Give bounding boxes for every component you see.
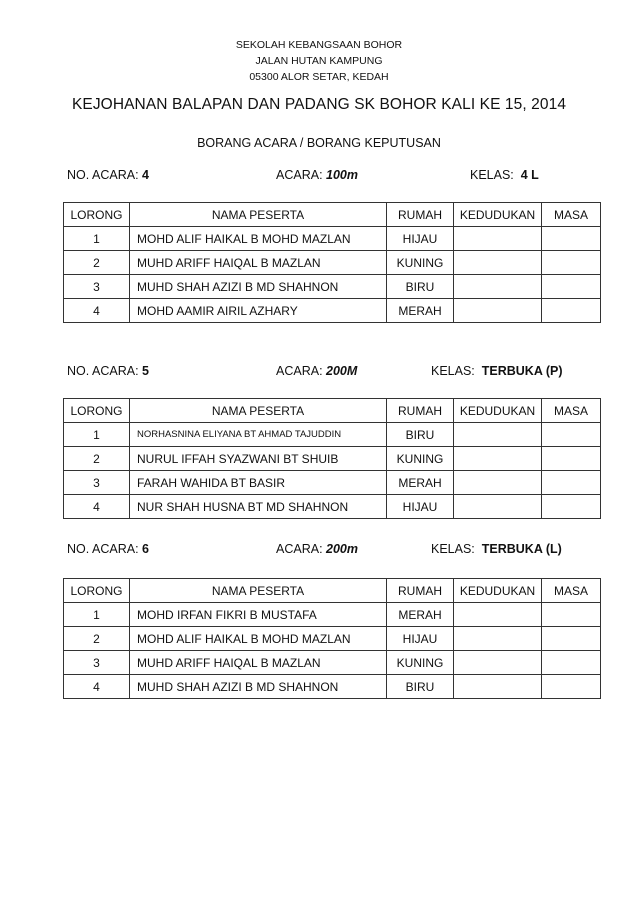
form-title: BORANG ACARA / BORANG KEPUTUSAN: [197, 136, 441, 150]
event-no-label: NO. ACARA:: [67, 542, 139, 556]
page-title: KEJOHANAN BALAPAN DAN PADANG SK BOHOR KALI KE 15, 2014: [71, 96, 567, 113]
participant-cell: NORHASNINA ELIYANA BT AHMAD TAJUDDIN: [130, 423, 387, 447]
event-no-value: 6: [142, 542, 149, 556]
house-cell: BIRU: [387, 275, 454, 299]
table-row: [64, 675, 601, 699]
house-cell: KUNING: [387, 651, 454, 675]
table-row: [64, 423, 601, 447]
event-no-label: NO. ACARA:: [67, 168, 139, 182]
event-value: 200M: [326, 364, 358, 378]
house-cell: KUNING: [387, 251, 454, 275]
event-info-line: [0, 168, 638, 186]
lane-cell: 1: [64, 423, 130, 447]
time-cell[interactable]: [542, 423, 601, 447]
result-table: [63, 398, 601, 519]
position-cell[interactable]: [454, 651, 542, 675]
lane-cell: 2: [64, 251, 130, 275]
lane-cell: 3: [64, 275, 130, 299]
class-field: [470, 168, 539, 182]
time-cell[interactable]: [542, 251, 601, 275]
house-cell: MERAH: [387, 603, 454, 627]
time-cell[interactable]: [542, 675, 601, 699]
col-header-lane: LORONG: [64, 203, 130, 227]
col-header-time: MASA: [542, 399, 601, 423]
event-field: [276, 364, 357, 378]
time-cell[interactable]: [542, 603, 601, 627]
time-cell[interactable]: [542, 275, 601, 299]
participant-cell: MOHD ALIF HAIKAL B MOHD MAZLAN: [130, 227, 387, 251]
lane-cell: 4: [64, 675, 130, 699]
col-header-position: KEDUDUKAN: [454, 579, 542, 603]
event-field: [276, 542, 358, 556]
position-cell[interactable]: [454, 423, 542, 447]
time-cell[interactable]: [542, 651, 601, 675]
participant-cell: MUHD SHAH AZIZI B MD SHAHNON: [130, 275, 387, 299]
house-cell: KUNING: [387, 447, 454, 471]
event-no-value: 4: [142, 168, 149, 182]
class-label: KELAS:: [470, 168, 514, 182]
position-cell[interactable]: [454, 299, 542, 323]
table-header-row: [64, 203, 601, 227]
table-row: [64, 495, 601, 519]
house-cell: BIRU: [387, 675, 454, 699]
lane-cell: 1: [64, 227, 130, 251]
event-no-field: [67, 168, 149, 182]
position-cell[interactable]: [454, 627, 542, 651]
lane-cell: 4: [64, 495, 130, 519]
col-header-participant: NAMA PESERTA: [130, 579, 387, 603]
col-header-house: RUMAH: [387, 579, 454, 603]
class-label: KELAS:: [431, 542, 475, 556]
table-row: [64, 299, 601, 323]
col-header-house: RUMAH: [387, 399, 454, 423]
lane-cell: 4: [64, 299, 130, 323]
event-no-label: NO. ACARA:: [67, 364, 139, 378]
time-cell[interactable]: [542, 299, 601, 323]
class-value: TERBUKA (P): [481, 364, 563, 378]
position-cell[interactable]: [454, 227, 542, 251]
position-cell[interactable]: [454, 447, 542, 471]
address-line-1: JALAN HUTAN KAMPUNG: [255, 55, 383, 67]
house-cell: HIJAU: [387, 495, 454, 519]
col-header-house: RUMAH: [387, 203, 454, 227]
participant-cell: FARAH WAHIDA BT BASIR: [130, 471, 387, 495]
school-name: SEKOLAH KEBANGSAAN BOHOR: [235, 39, 403, 51]
table-row: [64, 627, 601, 651]
participant-cell: NUR SHAH HUSNA BT MD SHAHNON: [130, 495, 387, 519]
table-header-row: [64, 579, 601, 603]
participant-cell: MOHD AAMIR AIRIL AZHARY: [130, 299, 387, 323]
house-cell: MERAH: [387, 471, 454, 495]
lane-cell: 3: [64, 651, 130, 675]
event-label: ACARA:: [276, 364, 323, 378]
class-field: [431, 542, 562, 556]
participant-cell: NURUL IFFAH SYAZWANI BT SHUIB: [130, 447, 387, 471]
lane-cell: 3: [64, 471, 130, 495]
position-cell[interactable]: [454, 603, 542, 627]
event-value: 200m: [326, 542, 359, 556]
position-cell[interactable]: [454, 251, 542, 275]
col-header-time: MASA: [542, 203, 601, 227]
table-row: [64, 471, 601, 495]
table-row: [64, 275, 601, 299]
time-cell[interactable]: [542, 227, 601, 251]
class-field: [431, 364, 563, 378]
participant-cell: MOHD IRFAN FIKRI B MUSTAFA: [130, 603, 387, 627]
event-info-line: [0, 542, 638, 560]
position-cell[interactable]: [454, 675, 542, 699]
event-field: [276, 168, 358, 182]
col-header-position: KEDUDUKAN: [454, 399, 542, 423]
position-cell[interactable]: [454, 495, 542, 519]
house-cell: HIJAU: [387, 627, 454, 651]
col-header-lane: LORONG: [64, 399, 130, 423]
result-table: [63, 578, 601, 699]
house-cell: MERAH: [387, 299, 454, 323]
event-label: ACARA:: [276, 542, 323, 556]
class-value: TERBUKA (L): [481, 542, 562, 556]
time-cell[interactable]: [542, 495, 601, 519]
position-cell[interactable]: [454, 471, 542, 495]
lane-cell: 1: [64, 603, 130, 627]
table-header-row: [64, 399, 601, 423]
class-value: 4 L: [520, 168, 539, 182]
col-header-time: MASA: [542, 579, 601, 603]
event-value: 100m: [326, 168, 359, 182]
result-table: [63, 202, 601, 323]
col-header-participant: NAMA PESERTA: [130, 399, 387, 423]
col-header-lane: LORONG: [64, 579, 130, 603]
event-no-value: 5: [142, 364, 149, 378]
house-cell: HIJAU: [387, 227, 454, 251]
participant-cell: MOHD ALIF HAIKAL B MOHD MAZLAN: [130, 627, 387, 651]
participant-cell: MUHD ARIFF HAIQAL B MAZLAN: [130, 251, 387, 275]
position-cell[interactable]: [454, 275, 542, 299]
time-cell[interactable]: [542, 627, 601, 651]
table-row: [64, 251, 601, 275]
table-row: [64, 447, 601, 471]
event-no-field: [67, 364, 149, 378]
col-header-participant: NAMA PESERTA: [130, 203, 387, 227]
col-header-position: KEDUDUKAN: [454, 203, 542, 227]
house-cell: BIRU: [387, 423, 454, 447]
event-label: ACARA:: [276, 168, 323, 182]
class-label: KELAS:: [431, 364, 475, 378]
lane-cell: 2: [64, 627, 130, 651]
address-line-2: 05300 ALOR SETAR, KEDAH: [249, 71, 389, 83]
table-row: [64, 227, 601, 251]
table-row: [64, 603, 601, 627]
participant-cell: MUHD SHAH AZIZI B MD SHAHNON: [130, 675, 387, 699]
table-row: [64, 651, 601, 675]
lane-cell: 2: [64, 447, 130, 471]
time-cell[interactable]: [542, 447, 601, 471]
event-no-field: [67, 542, 149, 556]
event-info-line: [0, 364, 638, 382]
participant-cell: MUHD ARIFF HAIQAL B MAZLAN: [130, 651, 387, 675]
time-cell[interactable]: [542, 471, 601, 495]
